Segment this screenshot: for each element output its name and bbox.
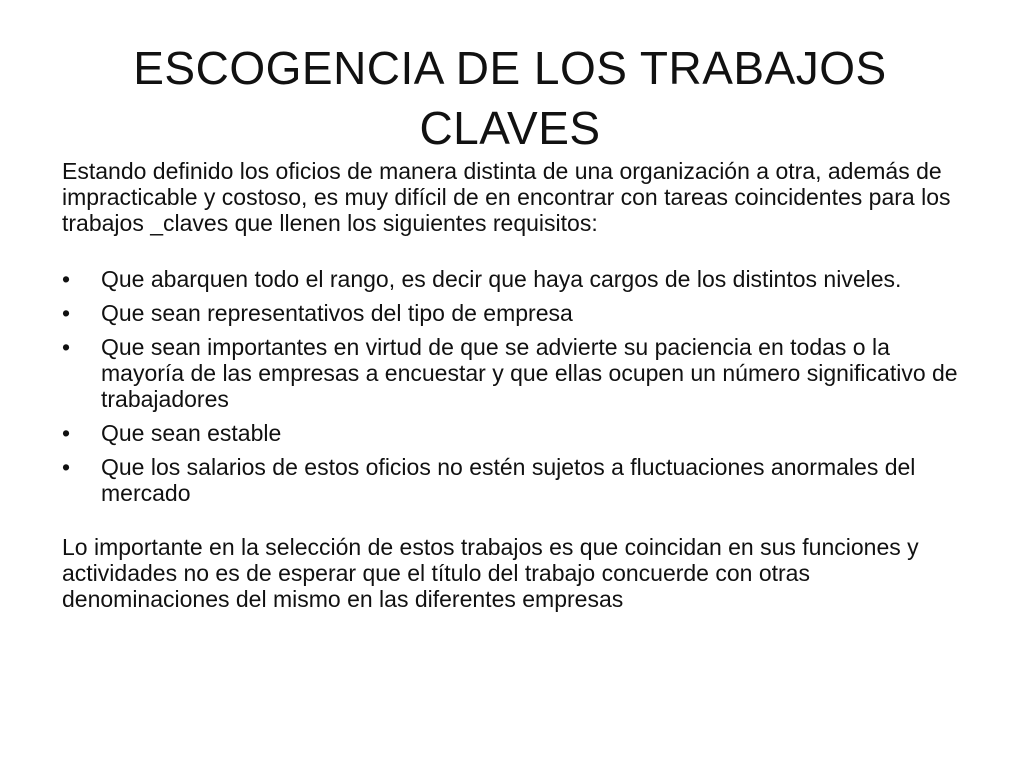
slide-title: ESCOGENCIA DE LOS TRABAJOS CLAVES bbox=[133, 42, 887, 154]
list-item-text: Que abarquen todo el rango, es decir que haya cargos de los distintos niveles. bbox=[101, 266, 902, 292]
bullet-icon: • bbox=[62, 454, 71, 480]
conclusion-paragraph: Lo importante en la selección de estos trabajos es que coincidan en sus funciones y actividades no es de esperar que el título del trabajo concuerde con otras denominaciones del mismo en las diferentes empresas bbox=[62, 534, 919, 612]
list-item-text: Que sean importantes en virtud de que se advierte su paciencia en todas o la mayoría de las empresas a encuestar y que ellas ocupen un número significativo de trabajadores bbox=[101, 334, 958, 412]
list-item-text: Que los salarios de estos oficios no estén sujetos a fluctuaciones anormales del mercado bbox=[101, 454, 916, 506]
slide-body bbox=[62, 158, 962, 612]
intro-paragraph: Estando definido los oficios de manera distinta de una organización a otra, además de impracticable y costoso, es muy difícil de en encontrar con tareas coincidentes para los trabajos _claves que llenen los siguientes requisitos: bbox=[62, 158, 951, 236]
list-item bbox=[62, 334, 962, 412]
list-item-text: Que sean representativos del tipo de empresa bbox=[101, 300, 573, 326]
bullet-icon: • bbox=[62, 420, 71, 446]
list-item bbox=[62, 420, 962, 446]
list-item bbox=[62, 266, 962, 292]
bullet-icon: • bbox=[62, 300, 71, 326]
requirements-list bbox=[62, 266, 962, 506]
bullet-icon: • bbox=[62, 266, 71, 292]
list-item bbox=[62, 454, 962, 506]
list-item bbox=[62, 300, 962, 326]
bullet-icon: • bbox=[62, 334, 71, 360]
list-item-text: Que sean estable bbox=[101, 420, 282, 446]
